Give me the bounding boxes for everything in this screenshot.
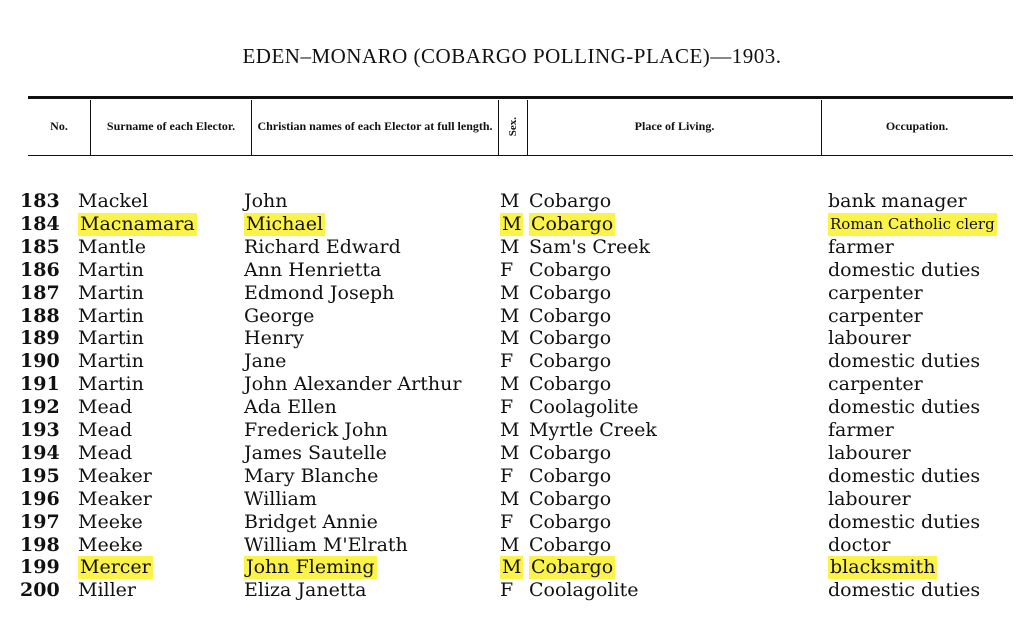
- christian-names: Edmond Joseph: [244, 281, 395, 304]
- row-number: 185: [20, 235, 60, 258]
- table-row: [0, 236, 1024, 259]
- surname: Miller: [78, 579, 137, 602]
- row-number: 183: [20, 190, 60, 212]
- place-of-living: Cobargo: [531, 556, 614, 579]
- surname: Martin: [78, 304, 144, 327]
- sex: M: [500, 304, 520, 327]
- row-number: 190: [20, 350, 60, 373]
- surname: Martin: [78, 281, 144, 304]
- sex: F: [500, 396, 514, 419]
- surname: Martin: [78, 258, 144, 281]
- christian-names: Ada Ellen: [244, 396, 337, 419]
- sex: M: [500, 235, 520, 258]
- surname: Mead: [78, 419, 133, 441]
- row-number: 187: [20, 281, 60, 304]
- table-row: [0, 556, 1024, 579]
- row-number: 196: [20, 487, 60, 510]
- row-number: 200: [20, 579, 60, 602]
- surname: Meeke: [78, 510, 143, 533]
- occupation: farmer: [828, 235, 894, 258]
- place-of-living: Cobargo: [529, 533, 612, 556]
- christian-names: Henry: [244, 327, 304, 350]
- christian-names: William M'Elrath: [244, 533, 408, 556]
- christian-names: Mary Blanche: [244, 464, 379, 487]
- table-row: [0, 327, 1024, 350]
- occupation: farmer: [828, 419, 894, 441]
- occupation: bank manager: [828, 190, 967, 212]
- row-number: 195: [20, 464, 60, 487]
- table-row: [0, 579, 1024, 602]
- sex: M: [500, 487, 520, 510]
- row-number: 188: [20, 304, 60, 327]
- occupation: carpenter: [828, 281, 923, 304]
- christian-names: George: [244, 304, 315, 327]
- place-of-living: Myrtle Creek: [529, 419, 657, 441]
- christian-names: John: [244, 190, 288, 212]
- occupation: Roman Catholic clerg: [828, 213, 997, 236]
- sex: M: [500, 533, 520, 556]
- surname: Mead: [78, 441, 133, 464]
- occupation: blacksmith: [830, 556, 936, 579]
- row-number: 184: [20, 212, 60, 235]
- sex: F: [500, 258, 514, 281]
- table-row: [0, 465, 1024, 488]
- header-place: Place of Living.: [634, 119, 715, 134]
- table-row: [0, 511, 1024, 534]
- sex: M: [500, 281, 520, 304]
- sex: F: [500, 464, 514, 487]
- table-row: [0, 282, 1024, 305]
- header-bottom-rule: [28, 155, 1013, 156]
- place-of-living: Cobargo: [529, 350, 612, 373]
- table-row: [0, 488, 1024, 511]
- surname: Meaker: [78, 487, 152, 510]
- sex: F: [500, 510, 514, 533]
- occupation: doctor: [828, 533, 891, 556]
- christian-names: James Sautelle: [244, 441, 387, 464]
- sex: M: [500, 441, 520, 464]
- place-of-living: Cobargo: [529, 464, 612, 487]
- row-number: 197: [20, 510, 60, 533]
- table-row: [0, 396, 1024, 419]
- sex: M: [500, 373, 520, 396]
- christian-names: Frederick John: [244, 419, 388, 441]
- place-of-living: Coolagolite: [529, 579, 639, 602]
- place-of-living: Coolagolite: [529, 396, 639, 419]
- occupation: labourer: [828, 327, 911, 350]
- christian-names: Jane: [244, 350, 287, 373]
- occupation: domestic duties: [828, 510, 981, 533]
- sex: M: [502, 556, 522, 579]
- header-top-rule: [28, 96, 1013, 99]
- place-of-living: Cobargo: [529, 304, 612, 327]
- row-number: 198: [20, 533, 60, 556]
- christian-names: John Alexander Arthur: [244, 373, 462, 396]
- place-of-living: Sam's Creek: [529, 235, 650, 258]
- row-number: 191: [20, 373, 60, 396]
- sex: F: [500, 579, 514, 602]
- surname: Mackel: [78, 190, 149, 212]
- christian-names: Richard Edward: [244, 235, 401, 258]
- occupation: labourer: [828, 441, 911, 464]
- surname: Martin: [78, 350, 144, 373]
- header-surname: Surname of each Elector.: [106, 119, 236, 134]
- place-of-living: Cobargo: [529, 258, 612, 281]
- occupation: domestic duties: [828, 350, 981, 373]
- christian-names: John Fleming: [246, 556, 375, 579]
- christian-names: Michael: [246, 212, 324, 235]
- page-title: EDEN–MONARO (COBARGO POLLING-PLACE)—1903.: [242, 44, 782, 68]
- table-row: [0, 534, 1024, 557]
- occupation: carpenter: [828, 304, 923, 327]
- place-of-living: Cobargo: [529, 281, 612, 304]
- sex: M: [500, 190, 520, 212]
- header-sex-wrap: [499, 100, 527, 154]
- row-number: 189: [20, 327, 60, 350]
- surname: Mercer: [80, 556, 151, 579]
- surname: Mead: [78, 396, 133, 419]
- occupation: domestic duties: [828, 464, 981, 487]
- table-row: [0, 350, 1024, 373]
- surname: Mantle: [78, 235, 146, 258]
- surname: Martin: [78, 373, 144, 396]
- place-of-living: Cobargo: [529, 487, 612, 510]
- sex: F: [500, 350, 514, 373]
- table-row: [0, 213, 1024, 236]
- sex: M: [502, 212, 522, 235]
- surname: Meeke: [78, 533, 143, 556]
- surname: Martin: [78, 327, 144, 350]
- header-sex: Sex.: [506, 117, 519, 137]
- row-number: 199: [20, 556, 60, 579]
- sex: M: [500, 327, 520, 350]
- place-of-living: Cobargo: [529, 510, 612, 533]
- surname: Meaker: [78, 464, 152, 487]
- table-row: [0, 305, 1024, 328]
- occupation: carpenter: [828, 373, 923, 396]
- table-row: [0, 190, 1024, 213]
- christian-names: Ann Henrietta: [244, 258, 382, 281]
- christian-names: William: [244, 487, 317, 510]
- row-number: 194: [20, 441, 60, 464]
- table-row: [0, 419, 1024, 442]
- place-of-living: Cobargo: [529, 441, 612, 464]
- place-of-living: Cobargo: [529, 327, 612, 350]
- christian-names: Eliza Janetta: [244, 579, 367, 602]
- christian-names: Bridget Annie: [244, 510, 378, 533]
- header-no: No.: [50, 119, 68, 134]
- table-row: [0, 373, 1024, 396]
- row-number: 192: [20, 396, 60, 419]
- row-number: 186: [20, 258, 60, 281]
- place-of-living: Cobargo: [531, 212, 614, 235]
- row-number: 193: [20, 419, 60, 441]
- occupation: labourer: [828, 487, 911, 510]
- place-of-living: Cobargo: [529, 373, 612, 396]
- surname: Macnamara: [80, 212, 195, 235]
- sex: M: [500, 419, 520, 441]
- occupation: domestic duties: [828, 579, 981, 602]
- occupation: domestic duties: [828, 258, 981, 281]
- header-occupation: Occupation.: [885, 119, 949, 134]
- place-of-living: Cobargo: [529, 190, 612, 212]
- occupation: domestic duties: [828, 396, 981, 419]
- header-christian: Christian names of each Elector at full length.: [257, 119, 493, 134]
- table-row: [0, 442, 1024, 465]
- table-row: [0, 259, 1024, 282]
